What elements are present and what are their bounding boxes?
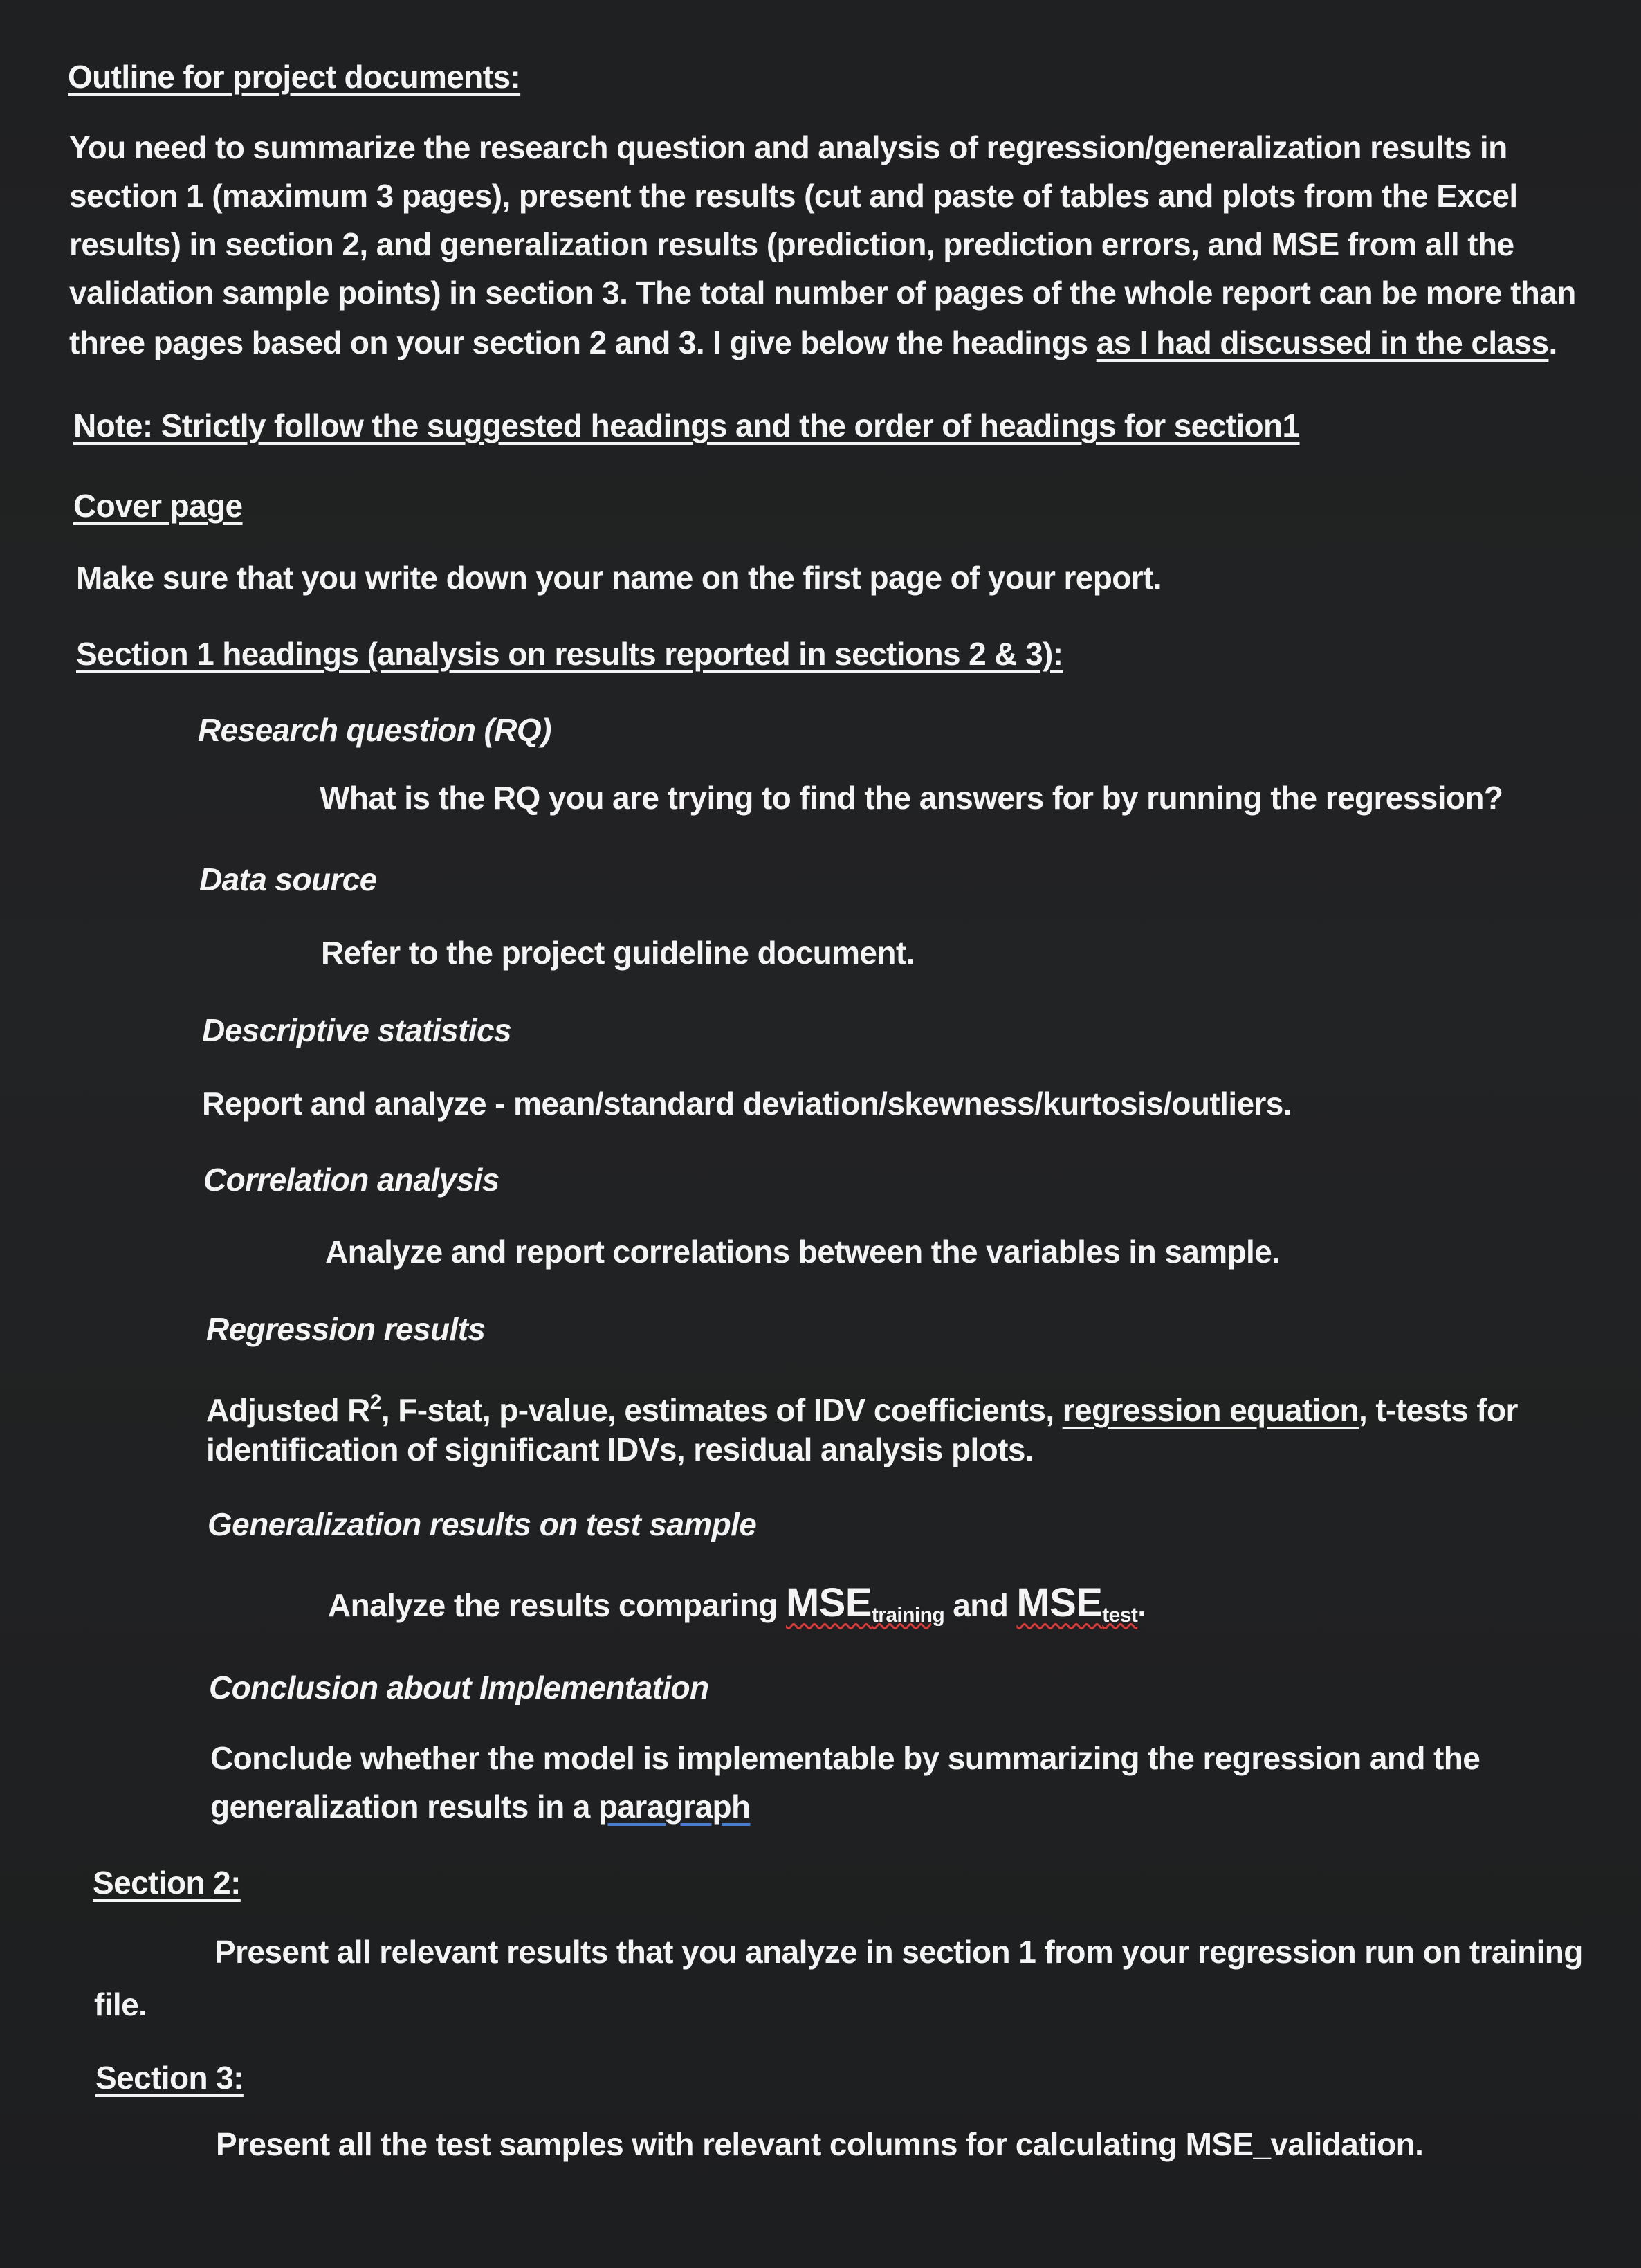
research-question-text: What is the RQ you are trying to find the answers for by running the regression? (320, 780, 1503, 816)
generalization-heading: Generalization results on test sample (208, 1506, 757, 1542)
conclusion-line-2: generalization results in a paragraph (210, 1789, 751, 1825)
section2-line-1: Present all relevant results that you analyze in section 1 from your regression run on training (214, 1934, 1583, 1970)
intro-line-5: three pages based on your section 2 and 3. I give below the headings as I had discussed in the class. (69, 324, 1557, 360)
paragraph-link[interactable]: paragraph (598, 1789, 751, 1825)
section3-heading: Section 3: (95, 2060, 244, 2096)
conclusion-line-1: Conclude whether the model is implementable by summarizing the regression and the (210, 1740, 1480, 1776)
intro-line-4: validation sample points) in section 3. The total number of pages of the whole report can be more than (69, 275, 1576, 311)
section3-text: Present all the test samples with relevant columns for calculating MSE_validation. (216, 2126, 1424, 2162)
descriptive-statistics-text: Report and analyze - mean/standard deviation/skewness/kurtosis/outliers. (202, 1086, 1292, 1122)
regression-results-heading: Regression results (206, 1311, 486, 1347)
cover-page-text: Make sure that you write down your name on the first page of your report. (76, 560, 1162, 596)
descriptive-statistics-heading: Descriptive statistics (202, 1012, 512, 1048)
class-discussion-underline: as I had discussed in the class (1096, 324, 1549, 360)
section1-heading: Section 1 headings (analysis on results reported in sections 2 & 3): (76, 636, 1063, 672)
intro-line-3: results) in section 2, and generalization results (prediction, prediction errors, and MSE from all the (69, 226, 1514, 262)
intro-line-1: You need to summarize the research question and analysis of regression/generalization results in (69, 129, 1507, 165)
conclusion-heading: Conclusion about Implementation (209, 1670, 709, 1705)
mse-training-term: $MSE_{training}$ (785, 1580, 945, 1627)
correlation-analysis-text: Analyze and report correlations between the variables in sample. (325, 1234, 1281, 1270)
regression-results-line-1: Adjusted $R^2$, F-stat, p-value, estimates of IDV coefficients, regression equation, t-tests for (206, 1391, 1518, 1428)
section2-line-2: file. (94, 1986, 147, 2022)
data-source-text: Refer to the project guideline document. (321, 935, 915, 971)
note-heading: Note: Strictly follow the suggested headings and the order of headings for section1 (73, 408, 1300, 443)
regression-results-line-2: identification of significant IDVs, residual analysis plots. (206, 1432, 1034, 1467)
regression-equation-underline: regression equation (1062, 1392, 1359, 1428)
cover-page-heading: Cover page (73, 488, 243, 524)
section2-heading: Section 2: (93, 1865, 241, 1901)
intro-line-2: section 1 (maximum 3 pages), present the results (cut and paste of tables and plots from the Excel (69, 178, 1518, 214)
research-question-heading: Research question (RQ) (198, 712, 551, 748)
correlation-analysis-heading: Correlation analysis (203, 1162, 499, 1198)
mse-test-term: $MSE_{test}$ (1016, 1580, 1138, 1627)
document-title: Outline for project documents: (68, 59, 521, 95)
generalization-text: Analyze the results comparing $MSE_{training}$ and $MSE_{test}$. (328, 1580, 1146, 1627)
data-source-heading: Data source (199, 861, 377, 897)
